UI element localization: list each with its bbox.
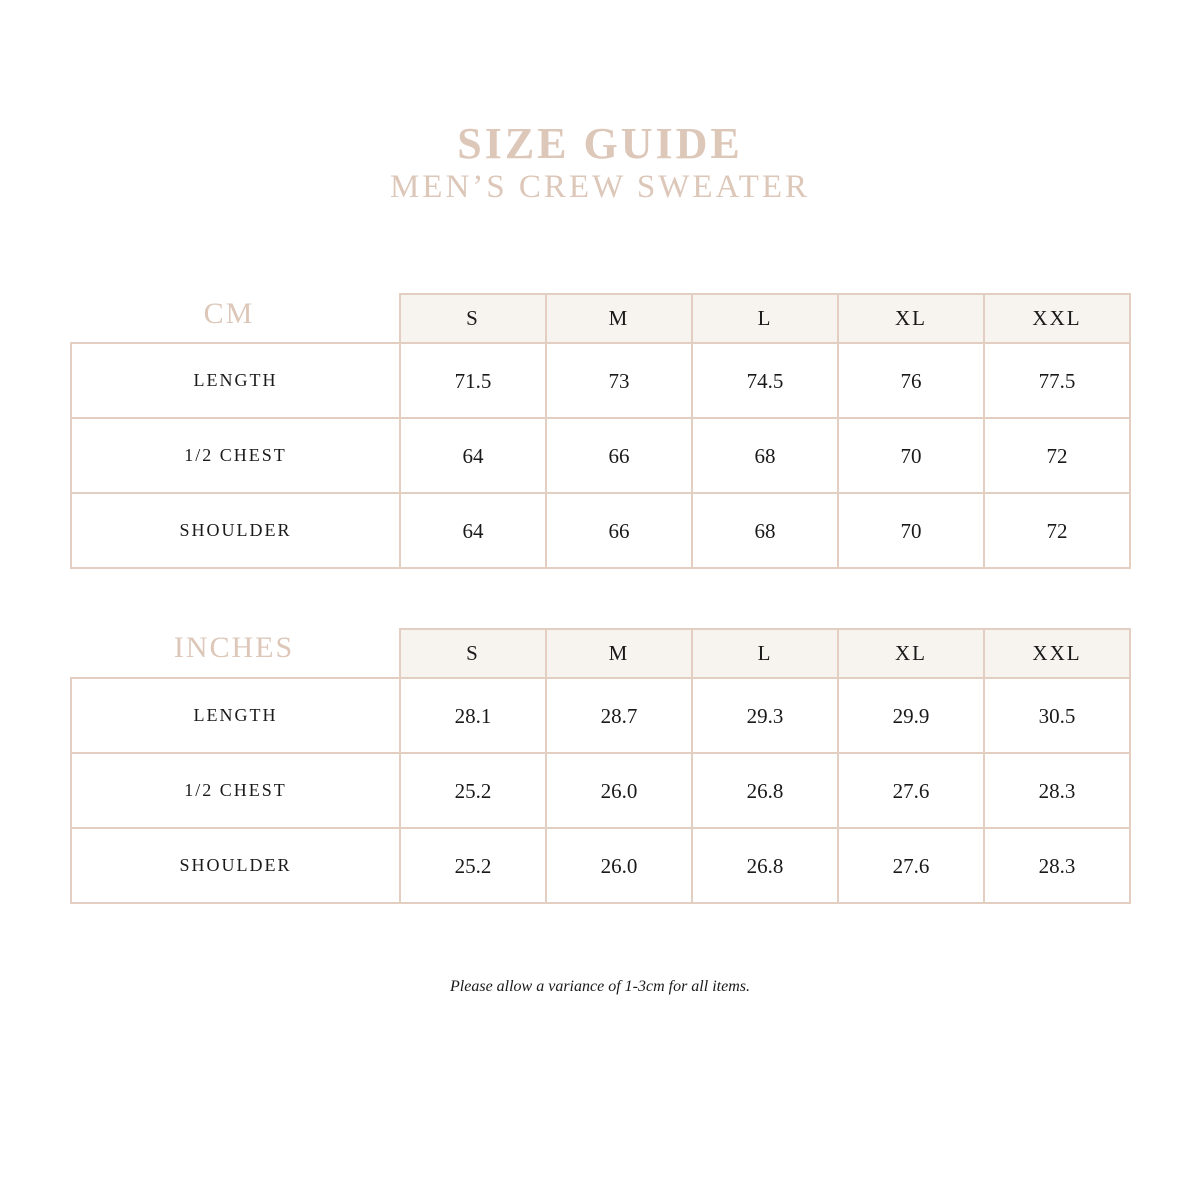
cm-cell: 70 (838, 418, 984, 493)
inches-cell: 25.2 (400, 828, 546, 903)
inches-cell: 26.0 (546, 753, 692, 828)
cm-cell: 72 (984, 493, 1130, 568)
inches-cell: 27.6 (838, 753, 984, 828)
cm-cell: 66 (546, 418, 692, 493)
inches-header-row (71, 629, 1130, 678)
inches-size-header-xxl: XXL (984, 629, 1130, 678)
inches-row-label: SHOULDER (71, 828, 400, 903)
inches-row-label: 1/2 CHEST (71, 753, 400, 828)
cm-size-table (70, 293, 1131, 569)
cm-row-label: 1/2 CHEST (71, 418, 400, 493)
page-title: SIZE GUIDE (457, 119, 743, 168)
inches-row-length (71, 678, 1130, 753)
inches-unit-label: INCHES (173, 631, 295, 664)
cm-cell: 68 (692, 418, 838, 493)
cm-size-header-xl: XL (838, 294, 984, 343)
cm-size-header-xxl: XXL (984, 294, 1130, 343)
cm-row-label: SHOULDER (71, 493, 400, 568)
inches-size-header-m: M (546, 629, 692, 678)
cm-size-header-l: L (692, 294, 838, 343)
inches-cell: 27.6 (838, 828, 984, 903)
inches-corner-cell (71, 629, 400, 678)
inches-size-table (70, 628, 1131, 904)
inches-cell: 30.5 (984, 678, 1130, 753)
inches-cell: 28.1 (400, 678, 546, 753)
inches-cell: 25.2 (400, 753, 546, 828)
variance-note: Please allow a variance of 1-3cm for all items. (450, 978, 750, 995)
cm-cell: 76 (838, 343, 984, 418)
page-subtitle: MEN’S CREW SWEATER (389, 169, 811, 205)
cm-cell: 68 (692, 493, 838, 568)
cm-cell: 73 (546, 343, 692, 418)
cm-cell: 64 (400, 493, 546, 568)
cm-cell: 71.5 (400, 343, 546, 418)
inches-cell: 28.7 (546, 678, 692, 753)
inches-row-label: LENGTH (71, 678, 400, 753)
inches-cell: 26.8 (692, 828, 838, 903)
cm-cell: 66 (546, 493, 692, 568)
cm-cell: 70 (838, 493, 984, 568)
inches-cell: 29.3 (692, 678, 838, 753)
cm-row-length (71, 343, 1130, 418)
inches-cell: 26.8 (692, 753, 838, 828)
inches-cell: 28.3 (984, 828, 1130, 903)
inches-size-header-xl: XL (838, 629, 984, 678)
cm-corner-cell (71, 294, 400, 343)
cm-row-label: LENGTH (71, 343, 400, 418)
cm-row-half-chest (71, 418, 1130, 493)
cm-unit-label: CM (203, 297, 255, 330)
cm-cell: 64 (400, 418, 546, 493)
cm-row-shoulder (71, 493, 1130, 568)
cm-cell: 77.5 (984, 343, 1130, 418)
inches-size-header-s: S (400, 629, 546, 678)
cm-size-header-s: S (400, 294, 546, 343)
cm-cell: 72 (984, 418, 1130, 493)
inches-size-header-l: L (692, 629, 838, 678)
inches-row-shoulder (71, 828, 1130, 903)
cm-cell: 74.5 (692, 343, 838, 418)
cm-header-row (71, 294, 1130, 343)
cm-size-header-m: M (546, 294, 692, 343)
inches-cell: 28.3 (984, 753, 1130, 828)
inches-row-half-chest (71, 753, 1130, 828)
inches-cell: 26.0 (546, 828, 692, 903)
inches-cell: 29.9 (838, 678, 984, 753)
